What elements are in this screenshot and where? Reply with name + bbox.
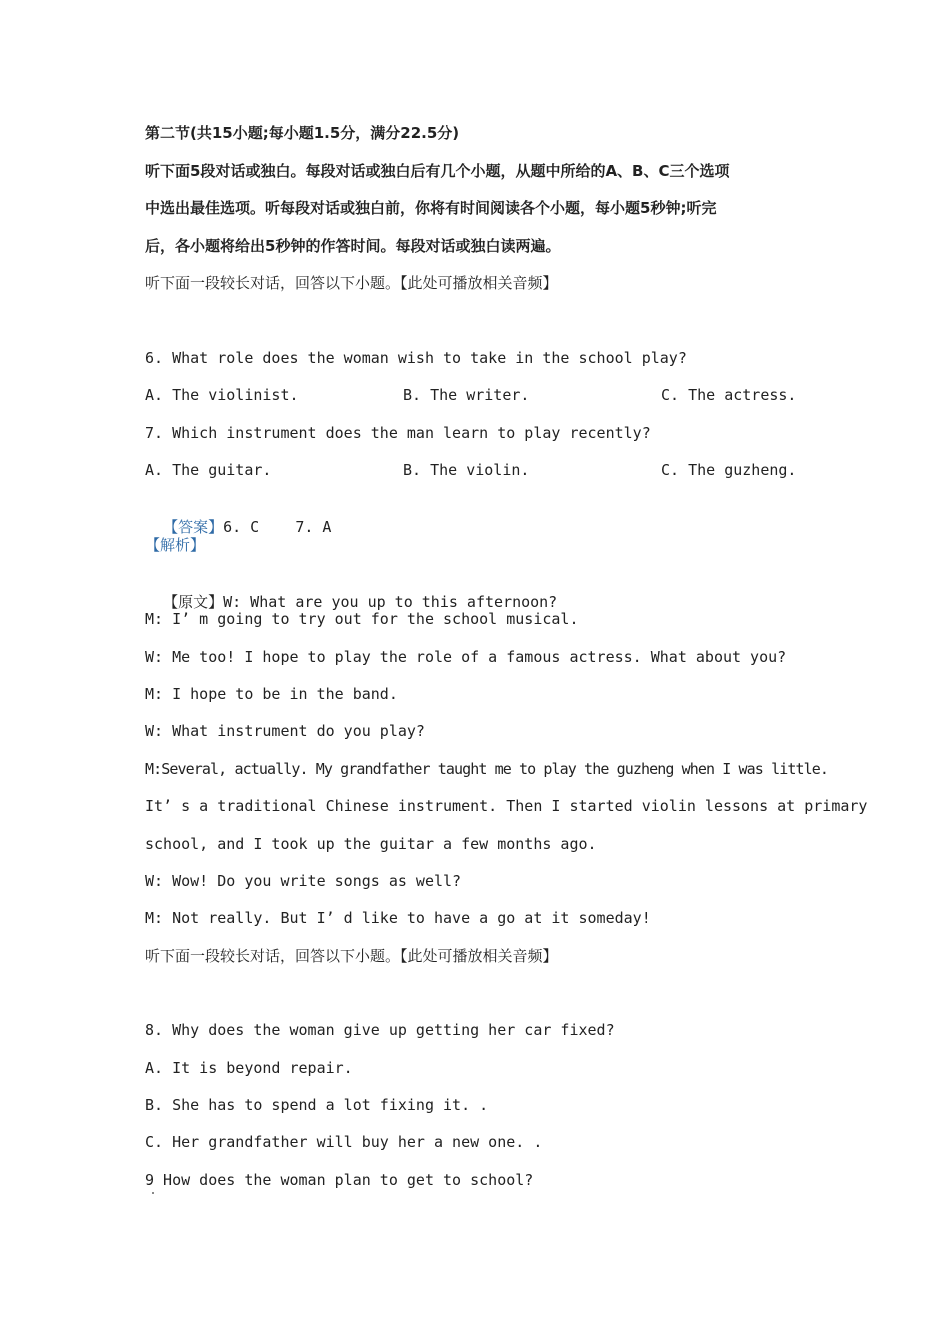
instructions-line-3: 后，各小题将给出5秒钟的作答时间。每段对话或独白读两遍。 [145,237,561,255]
question-8: 8. Why does the woman give up getting her car fixed? [145,1021,615,1039]
section-heading: 第二节(共15小题;每小题1.5分，满分22.5分) [145,124,460,142]
transcript-line: M: I’ m going to try out for the school musical. [145,610,579,628]
listening-prompt: 听下面一段较长对话，回答以下小题。【此处可播放相关音频】 [145,274,558,292]
question-6-option-c: C. The actress. [661,386,797,404]
transcript-line: W: Wow! Do you write songs as well? [145,872,462,890]
analysis-label: 【解析】 [145,536,206,554]
transcript-line: M: I hope to be in the band. [145,685,398,703]
question-7-option-b: B. The violin. [403,461,530,479]
question-8-option-a: A. It is beyond repair. [145,1059,353,1077]
answer-text: 6. C 7. A [223,518,332,536]
question-7-option-a: A. The guitar. [145,461,272,479]
question-6-option-a: A. The violinist. [145,386,299,404]
question-8-option-c: C. Her grandfather will buy her a new one. . [145,1133,543,1151]
transcript-line: W: What instrument do you play? [145,722,425,740]
transcript-label: 【原文】 [163,593,224,611]
transcript-text: W: What are you up to this afternoon? [223,593,558,611]
question-6-option-b: B. The writer. [403,386,530,404]
transcript-line: school, and I took up the guitar a few months ago. [145,835,597,853]
transcript-line: W: Me too! I hope to play the role of a famous actress. What about you? [145,648,787,666]
question-7-option-c: C. The guzheng. [661,461,797,479]
transcript-first-line [145,572,557,612]
question-6: 6. What role does the woman wish to take in the school play? [145,349,687,367]
question-7: 7. Which instrument does the man learn to play recently? [145,424,651,442]
answer-label: 【答案】 [163,518,224,536]
question-9: 9 How does the woman plan to get to school? [145,1171,534,1189]
question-8-option-b: B. She has to spend a lot fixing it. . [145,1096,489,1114]
instructions-line-1: 听下面5段对话或独白。每段对话或独白后有几个小题，从题中所给的A、B、C三个选项 [145,162,730,180]
transcript-line: M: Not really. But I’ d like to have a go at it someday! [145,909,651,927]
listening-prompt: 听下面一段较长对话，回答以下小题。【此处可播放相关音频】 [145,947,558,965]
answer-line [145,497,331,537]
stray-mark [152,1192,154,1194]
transcript-line: M:Several, actually. My grandfather taught me to play the guzheng when I was little. [145,760,828,778]
transcript-line: It’ s a traditional Chinese instrument. Then I started violin lessons at primary [145,797,868,815]
instructions-line-2: 中选出最佳选项。听每段对话或独白前，你将有时间阅读各个小题，每小题5秒钟;听完 [145,199,717,217]
